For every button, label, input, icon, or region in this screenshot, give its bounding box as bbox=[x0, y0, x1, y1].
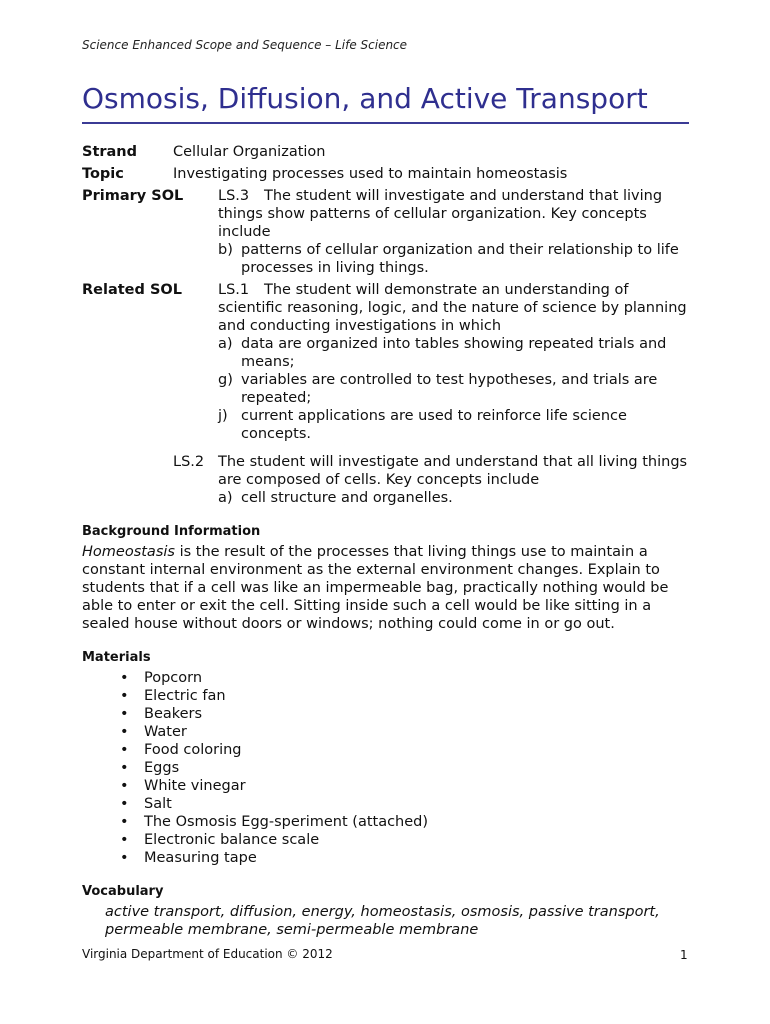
background-heading: Background Information bbox=[82, 524, 261, 539]
materials-item bbox=[82, 669, 692, 687]
topic-value: Investigating processes used to maintain homeostasis bbox=[173, 166, 568, 182]
bullet-icon: • bbox=[120, 814, 129, 830]
topic-label: Topic bbox=[82, 166, 124, 182]
materials-item-text: Electric fan bbox=[144, 688, 226, 704]
materials-item bbox=[82, 831, 692, 849]
item-key: a) bbox=[218, 336, 233, 352]
primary-sol-row bbox=[82, 187, 692, 277]
bullet-icon: • bbox=[120, 688, 129, 704]
item-text: cell structure and organelles. bbox=[241, 490, 453, 506]
ls1-block bbox=[218, 281, 692, 443]
strand-row bbox=[82, 143, 692, 161]
materials-item-text: Food coloring bbox=[144, 742, 242, 758]
materials-item bbox=[82, 687, 692, 705]
materials-item-text: Salt bbox=[144, 796, 172, 812]
ls1-statement bbox=[218, 281, 692, 335]
bullet-icon: • bbox=[120, 778, 129, 794]
ls1-item bbox=[218, 407, 692, 443]
related-sol-row bbox=[82, 281, 692, 443]
primary-sol-text: The student will investigate and understand that living things show patterns of cellular organization. Key concepts include bbox=[218, 188, 663, 240]
materials-list bbox=[82, 669, 692, 867]
primary-sol-code: LS.3 bbox=[218, 188, 250, 204]
background-paragraph bbox=[82, 543, 692, 633]
materials-item-text: Beakers bbox=[144, 706, 203, 722]
ls2-block bbox=[218, 453, 692, 507]
materials-item-text: Water bbox=[144, 724, 187, 740]
ls1-item bbox=[218, 335, 692, 371]
item-text: variables are controlled to test hypotheses, and trials are repeated; bbox=[241, 372, 658, 406]
primary-sol-statement bbox=[218, 187, 692, 241]
strand-label: Strand bbox=[82, 144, 138, 160]
vocabulary-heading: Vocabulary bbox=[82, 884, 164, 899]
vocabulary-terms: active transport, diffusion, energy, homeostasis, osmosis, passive transport, permeable membrane, semi-permeable membrane bbox=[105, 904, 660, 938]
ls1-item bbox=[218, 371, 692, 407]
primary-sol-block bbox=[218, 187, 692, 277]
page-title: Osmosis, Diffusion, and Active Transport bbox=[82, 82, 648, 115]
materials-item bbox=[82, 795, 692, 813]
ls2-row bbox=[82, 453, 692, 507]
materials-item-text: White vinegar bbox=[144, 778, 246, 794]
materials-item-text: Eggs bbox=[144, 760, 180, 776]
item-text: current applications are used to reinforce life science concepts. bbox=[241, 408, 627, 442]
primary-sol-label: Primary SOL bbox=[82, 188, 184, 204]
background-text: is the result of the processes that living things use to maintain a constant internal environment as the external environment changes. Explain to students that if a cell was like an impermeable bag, practically nothing would be able to enter or exit the cell. Sitting inside such a cell would be like sitting in a sealed house without doors or windows; nothing could come in or go out. bbox=[82, 544, 669, 632]
running-header: Science Enhanced Scope and Sequence – Life Science bbox=[82, 38, 408, 52]
footer-copyright: Virginia Department of Education © 2012 bbox=[82, 947, 333, 961]
bullet-icon: • bbox=[120, 724, 129, 740]
primary-sol-item bbox=[218, 241, 692, 277]
materials-item-text: Electronic balance scale bbox=[144, 832, 320, 848]
bullet-icon: • bbox=[120, 742, 129, 758]
materials-item-text: Measuring tape bbox=[144, 850, 257, 866]
bullet-icon: • bbox=[120, 670, 129, 686]
materials-item bbox=[82, 723, 692, 741]
materials-item bbox=[82, 759, 692, 777]
related-sol-label: Related SOL bbox=[82, 282, 182, 298]
item-text: patterns of cellular organization and their relationship to life processes in living things. bbox=[241, 242, 679, 276]
bullet-icon: • bbox=[120, 706, 129, 722]
item-key: g) bbox=[218, 372, 233, 388]
materials-item bbox=[82, 741, 692, 759]
item-key: a) bbox=[218, 490, 233, 506]
materials-item bbox=[82, 849, 692, 867]
materials-item bbox=[82, 813, 692, 831]
materials-heading: Materials bbox=[82, 650, 151, 665]
page-number: 1 bbox=[680, 948, 688, 962]
ls1-text: The student will demonstrate an understanding of scientific reasoning, logic, and the nature of science by planning and conducting investigations in which bbox=[218, 282, 687, 334]
item-key: b) bbox=[218, 242, 233, 258]
bullet-icon: • bbox=[120, 796, 129, 812]
bullet-icon: • bbox=[120, 850, 129, 866]
materials-item-text: Popcorn bbox=[144, 670, 203, 686]
ls2-code: LS.2 bbox=[173, 454, 205, 470]
ls1-code: LS.1 bbox=[218, 282, 250, 298]
document-body bbox=[82, 143, 692, 939]
materials-item-text: The Osmosis Egg-speriment (attached) bbox=[144, 814, 429, 830]
item-text: data are organized into tables showing repeated trials and means; bbox=[241, 336, 667, 370]
background-term: Homeostasis bbox=[82, 544, 175, 560]
bullet-icon: • bbox=[120, 832, 129, 848]
strand-value: Cellular Organization bbox=[173, 144, 326, 160]
ls2-text: The student will investigate and understand that all living things are composed of cells. Key concepts include bbox=[218, 454, 688, 488]
ls2-item bbox=[218, 489, 692, 507]
topic-row bbox=[82, 165, 692, 183]
materials-item bbox=[82, 705, 692, 723]
item-key: j) bbox=[218, 408, 228, 424]
bullet-icon: • bbox=[120, 760, 129, 776]
materials-item bbox=[82, 777, 692, 795]
title-divider bbox=[82, 122, 689, 124]
